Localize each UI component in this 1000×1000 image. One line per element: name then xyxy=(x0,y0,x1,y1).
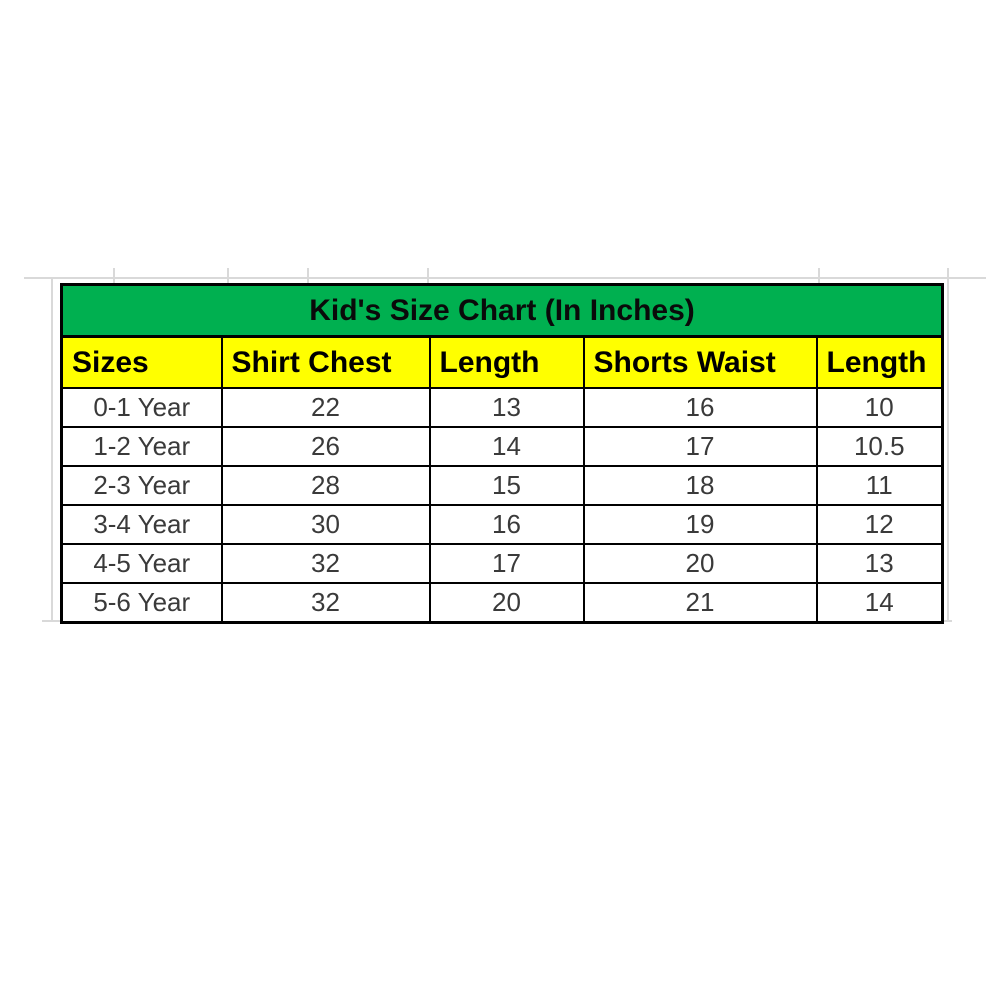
value-cell: 16 xyxy=(584,388,817,427)
table-title: Kid's Size Chart (In Inches) xyxy=(62,285,943,337)
gridline-top-stub xyxy=(427,268,429,283)
title-row xyxy=(62,285,943,337)
table-row xyxy=(62,388,943,427)
value-cell: 22 xyxy=(222,388,430,427)
column-header-3-shorts-waist: Shorts Waist xyxy=(584,337,817,389)
size-cell: 1-2 Year xyxy=(62,427,222,466)
column-header-0-sizes: Sizes xyxy=(62,337,222,389)
value-cell: 18 xyxy=(584,466,817,505)
table-row xyxy=(62,466,943,505)
gridline-top-stub xyxy=(227,268,229,283)
value-cell: 30 xyxy=(222,505,430,544)
column-header-4-length: Length xyxy=(817,337,943,389)
size-cell: 5-6 Year xyxy=(62,583,222,623)
gridline-top-stub xyxy=(818,268,820,283)
value-cell: 10 xyxy=(817,388,943,427)
value-cell: 16 xyxy=(430,505,584,544)
value-cell: 26 xyxy=(222,427,430,466)
table-row xyxy=(62,505,943,544)
column-header-2-length: Length xyxy=(430,337,584,389)
value-cell: 28 xyxy=(222,466,430,505)
table-row xyxy=(62,583,943,623)
value-cell: 13 xyxy=(430,388,584,427)
value-cell: 32 xyxy=(222,583,430,623)
gridline-top-stub xyxy=(113,268,115,283)
value-cell: 20 xyxy=(584,544,817,583)
value-cell: 32 xyxy=(222,544,430,583)
value-cell: 12 xyxy=(817,505,943,544)
value-cell: 10.5 xyxy=(817,427,943,466)
value-cell: 19 xyxy=(584,505,817,544)
column-header-1-shirt-chest: Shirt Chest xyxy=(222,337,430,389)
size-chart-table xyxy=(60,283,944,624)
value-cell: 13 xyxy=(817,544,943,583)
value-cell: 11 xyxy=(817,466,943,505)
gridline-left-vertical xyxy=(51,277,53,622)
size-cell: 0-1 Year xyxy=(62,388,222,427)
table-row xyxy=(62,427,943,466)
table-row xyxy=(62,544,943,583)
size-cell: 2-3 Year xyxy=(62,466,222,505)
value-cell: 17 xyxy=(430,544,584,583)
value-cell: 14 xyxy=(430,427,584,466)
value-cell: 14 xyxy=(817,583,943,623)
value-cell: 17 xyxy=(584,427,817,466)
gridline-right-vertical xyxy=(947,268,949,622)
value-cell: 20 xyxy=(430,583,584,623)
size-cell: 3-4 Year xyxy=(62,505,222,544)
value-cell: 21 xyxy=(584,583,817,623)
gridline-top-stub xyxy=(307,268,309,283)
value-cell: 15 xyxy=(430,466,584,505)
size-cell: 4-5 Year xyxy=(62,544,222,583)
gridline-top-horizontal xyxy=(24,277,986,279)
header-row xyxy=(62,337,943,389)
